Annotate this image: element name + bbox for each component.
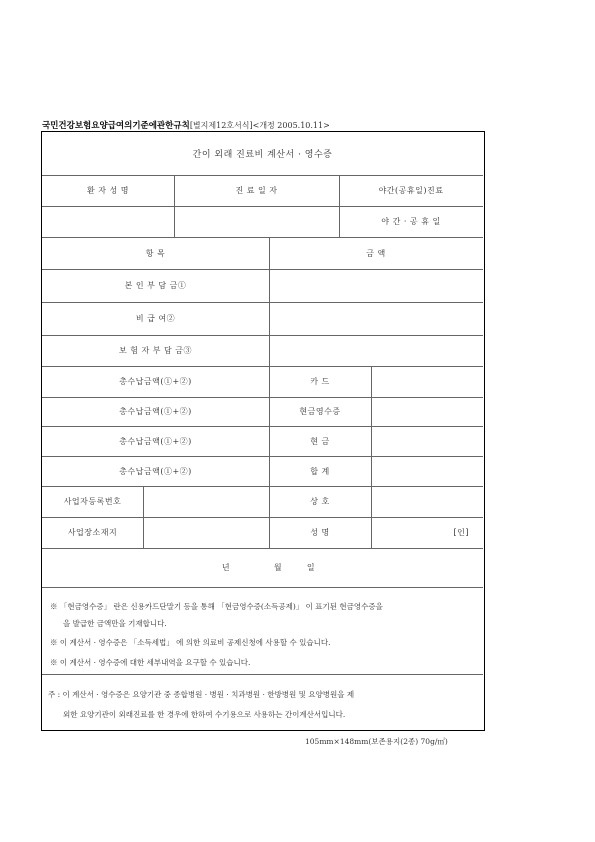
non-covered-amount[interactable] <box>269 302 483 335</box>
address-label: 사업장소재지 <box>67 528 118 537</box>
payment-card-amount[interactable] <box>371 366 483 397</box>
patient-copay-amount[interactable] <box>269 269 483 302</box>
revision-date: <개정 2005.10.11> <box>252 121 330 130</box>
non-covered-label: 비 급 여② <box>135 314 176 323</box>
visit-date-label: 진 료 일 자 <box>235 186 278 195</box>
address-value[interactable] <box>143 517 269 548</box>
payment-cash-receipt-label: 현금영수증 <box>299 407 341 416</box>
payment-card-label: 카 드 <box>310 377 330 386</box>
visit-date-value[interactable] <box>174 206 339 237</box>
date-month: 월 <box>273 563 283 572</box>
form-number: [별지제12호서식] <box>189 121 253 130</box>
note-cash-receipt-cont: 을 발급한 금액만을 기재합니다. <box>63 619 167 628</box>
note-cash-receipt: ※ 「현금영수증」 란은 신용카드단말기 등을 통해 「현금영수증(소득공제)」 이 표기된 현금영수증을 <box>50 602 383 611</box>
date-day: 일 <box>306 563 316 572</box>
patient-name-label: 환 자 성 명 <box>86 186 130 195</box>
total-received-label: 총수납금액(①+②) <box>119 466 192 476</box>
insurer-share-amount[interactable] <box>269 335 483 366</box>
night-holiday-label: 야간(공휴일)진료 <box>378 186 444 195</box>
total-received-label: 총수납금액(①+②) <box>119 377 192 386</box>
amount-header: 금 액 <box>366 248 386 258</box>
patient-name-value[interactable] <box>42 206 174 237</box>
business-reg-value[interactable] <box>143 486 269 517</box>
note-tax-deduction: ※ 이 계산서 · 영수증은 「소득세법」 에 의한 의료비 공제신청에 사용할 수 있습니다. <box>50 638 331 647</box>
rule-title: 국민건강보험요양급여의기준에관한규칙 <box>42 121 190 131</box>
note-details-request: ※ 이 계산서 · 영수증에 대한 세부내역을 요구할 수 있습니다. <box>50 658 251 667</box>
payment-total-label: 합 계 <box>310 466 330 476</box>
footnote-line-2: 외한 요양기관이 외래진료를 한 경우에 한하여 수기용으로 사용하는 간이계산서입니다. <box>63 710 346 719</box>
item-header: 항 목 <box>145 248 166 258</box>
payment-cash-receipt-amount[interactable] <box>371 397 483 426</box>
trade-name-label: 상 호 <box>310 497 330 506</box>
representative-name-label: 성 명 <box>310 528 330 537</box>
form-header <box>42 119 502 131</box>
total-received-label: 총수납금액(①+②) <box>119 436 192 446</box>
night-holiday-options[interactable]: 야 간 · 공 휴 일 <box>381 217 441 226</box>
date-year: 년 <box>221 563 231 572</box>
business-reg-label: 사업자등록번호 <box>63 497 122 506</box>
payment-total-amount[interactable] <box>371 456 483 486</box>
footnote-line-1: 주 : 이 계산서 · 영수증은 요양기관 중 종합병원 · 병원 · 치과병원 · 한방병원 및 요양병원을 제 <box>48 690 355 699</box>
paper-spec: 105mm×148mm(보존용지(2종) 70g/㎡) <box>305 737 448 746</box>
form-title: 간이 외래 진료비 계산서 · 영수증 <box>192 150 333 160</box>
payment-cash-amount[interactable] <box>371 426 483 456</box>
total-received-label: 총수납금액(①+②) <box>119 407 192 416</box>
seal-mark: [인] <box>453 528 469 537</box>
payment-cash-label: 현 금 <box>310 436 330 446</box>
trade-name-value[interactable] <box>371 486 483 517</box>
patient-copay-label: 본 인 부 담 금① <box>124 281 187 290</box>
insurer-share-label: 보 험 자 부 담 금③ <box>118 346 193 355</box>
receipt-form <box>41 131 485 731</box>
